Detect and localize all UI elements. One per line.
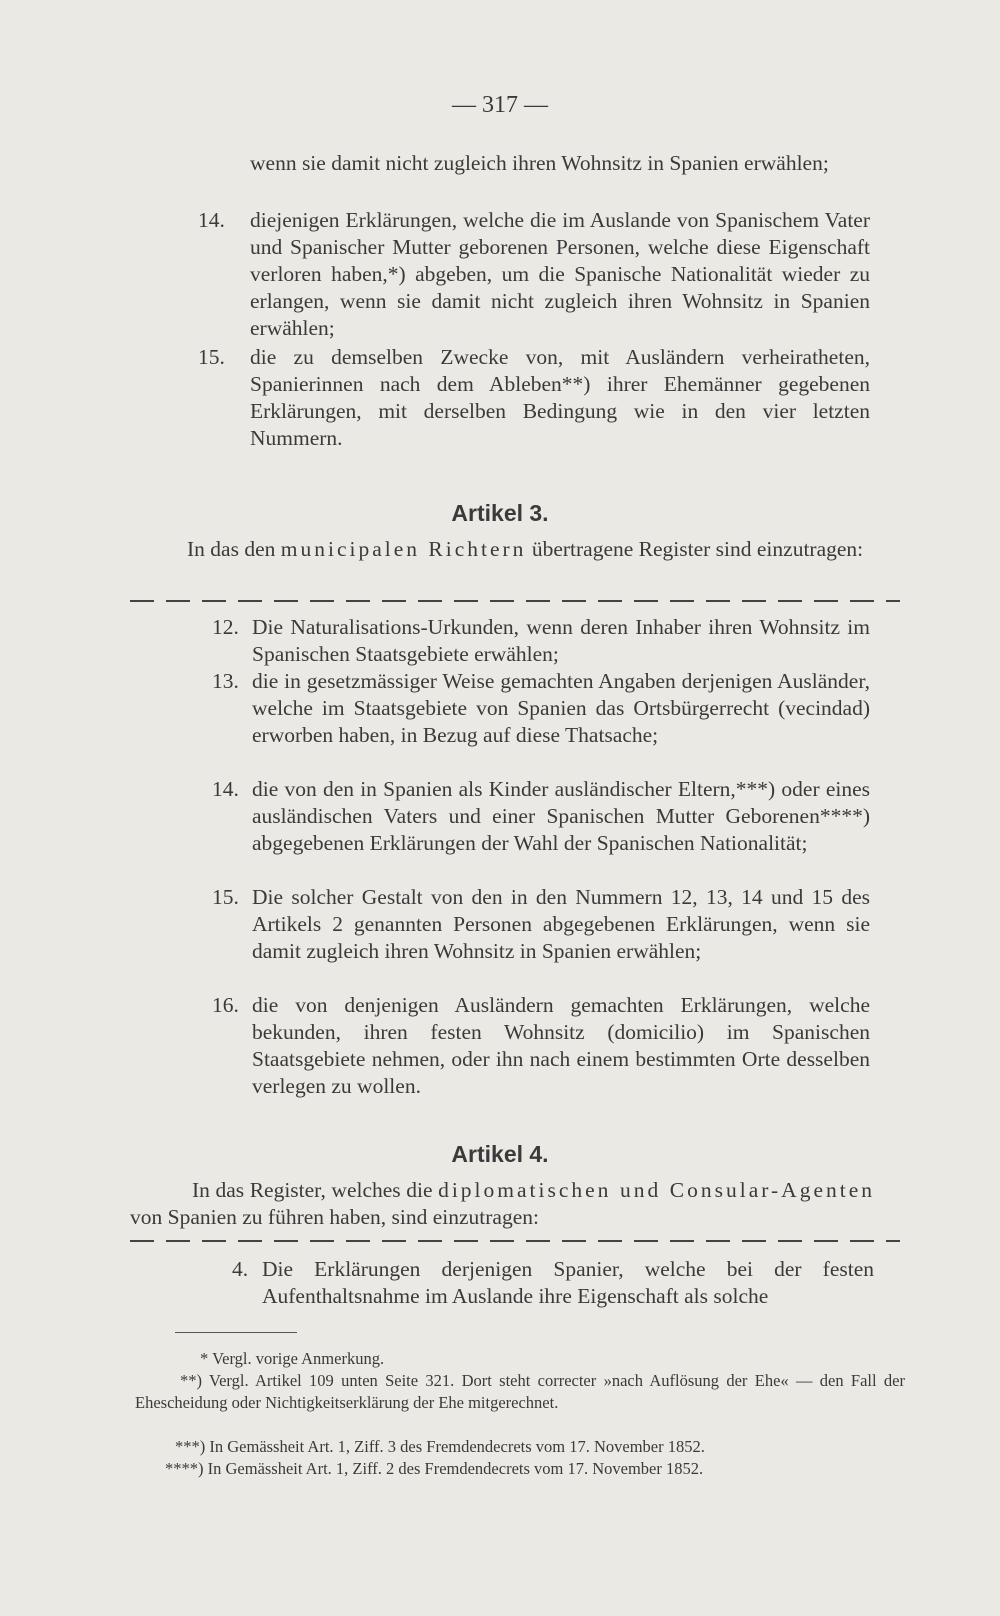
article-heading: Artikel 4. (451, 1141, 549, 1167)
item-number: 14. (212, 777, 239, 801)
list-item (212, 776, 870, 857)
footnote-divider (175, 1332, 297, 1333)
item-text: diejenigen Erklärungen, welche die im Auslande von Spanischem Vater und Spanischer Mutter geborenen Personen, welche diese Eigenschaft verloren haben,*) abgeben, um die Spanische Nationalität wieder zu erlangen, wenn sie damit nicht zugleich ihren Wohnsitz in Spanien erwählen; (250, 208, 870, 340)
item-number: 4. (232, 1257, 249, 1281)
item-text: Die solcher Gestalt von den in den Nummern 12, 13, 14 und 15 des Artikels 2 genannten Personen abgegebenen Erklärungen, wenn sie damit zugleich ihren Wohnsitz in Spanien erwählen; (252, 885, 870, 963)
list-item (198, 207, 870, 342)
page-number: — 317 — (452, 92, 548, 118)
item-number: 15. (212, 885, 239, 909)
item-text: Die Erklärungen derjenigen Spanier, welche bei der festen Aufenthaltsnahme im Auslande ihre Eigenschaft als solche (262, 1257, 874, 1308)
item-number: 16. (212, 993, 239, 1017)
footnote: ***) In Gemässheit Art. 1, Ziff. 3 des Fremdendecrets vom 17. November 1852. (175, 1437, 705, 1456)
list-item (232, 1256, 874, 1310)
article-intro: In das den municipalen Richtern übertragene Register sind einzutragen: (187, 537, 864, 561)
item-number: 12. (212, 615, 239, 639)
list-item (212, 614, 870, 668)
footnote: **) Vergl. Artikel 109 unten Seite 321. Dort steht correcter »nach Auflösung der Ehe« — den Fall der Ehescheidung oder Nichtigkeitserklärung der Ehe mitgerechnet. (135, 1371, 905, 1412)
list-item (198, 344, 870, 452)
item-text: die von den in Spanien als Kinder ausländischer Eltern,***) oder eines ausländischen Vaters und einer Spanischen Mutter Geborenen****) abgegebenen Erklärungen der Wahl der Spanischen Nationalität; (252, 777, 870, 855)
item-text: die zu demselben Zwecke von, mit Ausländern verheiratheten, Spanierinnen nach dem Ableben**) ihrer Ehemänner gegebenen Erklärungen, mit derselben Bedingung wie in den vier letzten Nummern. (250, 345, 870, 450)
footnote: * Vergl. vorige Anmerkung. (200, 1349, 385, 1368)
item-text: Die Naturalisations-Urkunden, wenn deren Inhaber ihren Wohnsitz im Spanischen Staatsgebiete erwählen; (252, 615, 870, 666)
list-item (212, 668, 870, 749)
item-number: 13. (212, 669, 239, 693)
item-text: die in gesetzmässiger Weise gemachten Angaben derjenigen Ausländer, welche im Staatsgebiete von Spanien das Ortsbürgerrecht (vecindad) erworben haben, in Bezug auf diese Thatsache; (252, 669, 870, 747)
list-item (212, 992, 870, 1100)
footnote: ****) In Gemässheit Art. 1, Ziff. 2 des Fremdendecrets vom 17. November 1852. (165, 1459, 704, 1478)
spaced-emphasis: diplomatischen und Consular-Agenten (438, 1178, 875, 1202)
omission-dashes (130, 1240, 900, 1242)
spaced-emphasis: municipalen Richtern (280, 537, 527, 561)
item-text: die von denjenigen Ausländern gemachten Erklärungen, welche bekunden, ihren festen Wohnsitz (domicilio) im Spanischen Staatsgebiete nehmen, oder ihn nach einem bestimmten Orte desselben verlegen zu wollen. (252, 993, 870, 1098)
item-number: 15. (198, 345, 225, 369)
continuation-text: wenn sie damit nicht zugleich ihren Wohnsitz in Spanien erwählen; (250, 151, 829, 175)
list-item (212, 884, 870, 965)
item-number: 14. (198, 208, 225, 232)
article-heading: Artikel 3. (451, 500, 549, 526)
article-intro: In das Register, welches die diplomatischen und Consular-Agenten von Spanien zu führen haben, sind einzutragen: (130, 1178, 875, 1229)
omission-dashes (130, 600, 900, 602)
